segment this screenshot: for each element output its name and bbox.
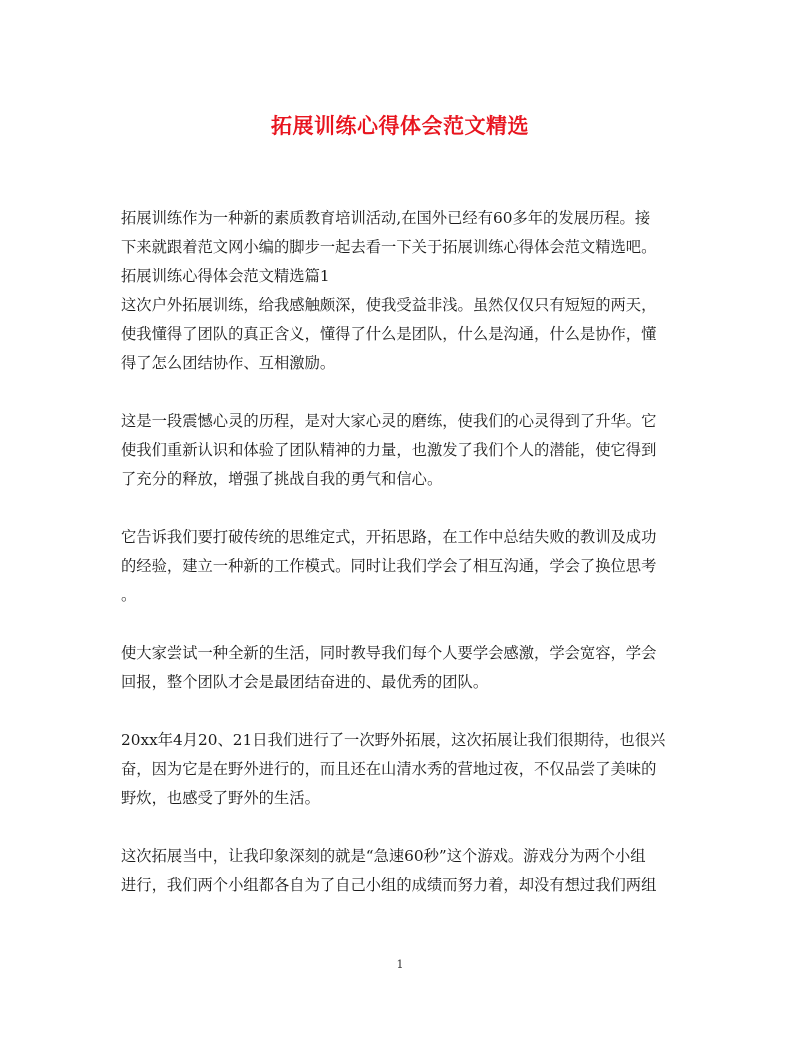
body-line: 使大家尝试一种全新的生活，同时教导我们每个人要学会感激，学会宽容，学会	[121, 644, 657, 662]
body-line: 使我们重新认识和体验了团队精神的力量，也激发了我们个人的潜能，使它得到	[121, 441, 657, 459]
paragraph-gap	[121, 813, 679, 842]
body-line: 使我懂得了团队的真正含义，懂得了什么是团队，什么是沟通，什么是协作，懂	[121, 325, 657, 343]
body-line: 的经验，建立一种新的工作模式。同时让我们学会了相互沟通，学会了换位思考	[121, 557, 657, 575]
section-heading: 拓展训练心得体会范文精选篇1	[121, 267, 330, 285]
paragraph-gap	[121, 610, 679, 639]
body-line: 这次户外拓展训练，给我感触颇深，使我受益非浅。虽然仅仅只有短短的两天，	[121, 296, 657, 314]
body-line: 奋，因为它是在野外进行的，而且还在山清水秀的营地过夜，不仅品尝了美味的	[121, 760, 657, 778]
body-line: 拓展训练作为一种新的素质教育培训活动,在国外已经有60多年的发展历程。接	[121, 209, 651, 227]
body-line: 这次拓展当中，让我印象深刻的就是“急速60秒”这个游戏。游戏分为两个小组	[121, 847, 646, 865]
document-title: 拓展训练心得体会范文精选	[271, 113, 529, 138]
body-line: 进行，我们两个小组都各自为了自己小组的成绩而努力着，却没有想过我们两组	[121, 876, 657, 894]
body-line: 野炊，也感受了野外的生活。	[121, 789, 320, 807]
body-line: 这是一段震憾心灵的历程，是对大家心灵的磨练，使我们的心灵得到了升华。它	[121, 412, 657, 430]
page-number: 1	[396, 958, 404, 971]
document-body	[121, 204, 679, 900]
body-line: 回报，整个团队才会是最团结奋进的、最优秀的团队。	[121, 673, 489, 691]
paragraph-gap	[121, 494, 679, 523]
paragraph-gap	[121, 378, 679, 407]
body-line: 下来就跟着范文网小编的脚步一起去看一下关于拓展训练心得体会范文精选吧。	[121, 238, 657, 256]
body-line: 得了怎么团结协作、互相激励。	[121, 354, 336, 372]
body-line: 20xx年4月20、21日我们进行了一次野外拓展，这次拓展让我们很期待，也很兴	[121, 731, 666, 749]
body-line: 它告诉我们要打破传统的思维定式，开拓思路，在工作中总结失败的教训及成功	[121, 528, 657, 546]
paragraph-gap	[121, 697, 679, 726]
body-line: 。	[121, 586, 137, 604]
body-line: 了充分的释放，增强了挑战自我的勇气和信心。	[121, 470, 443, 488]
